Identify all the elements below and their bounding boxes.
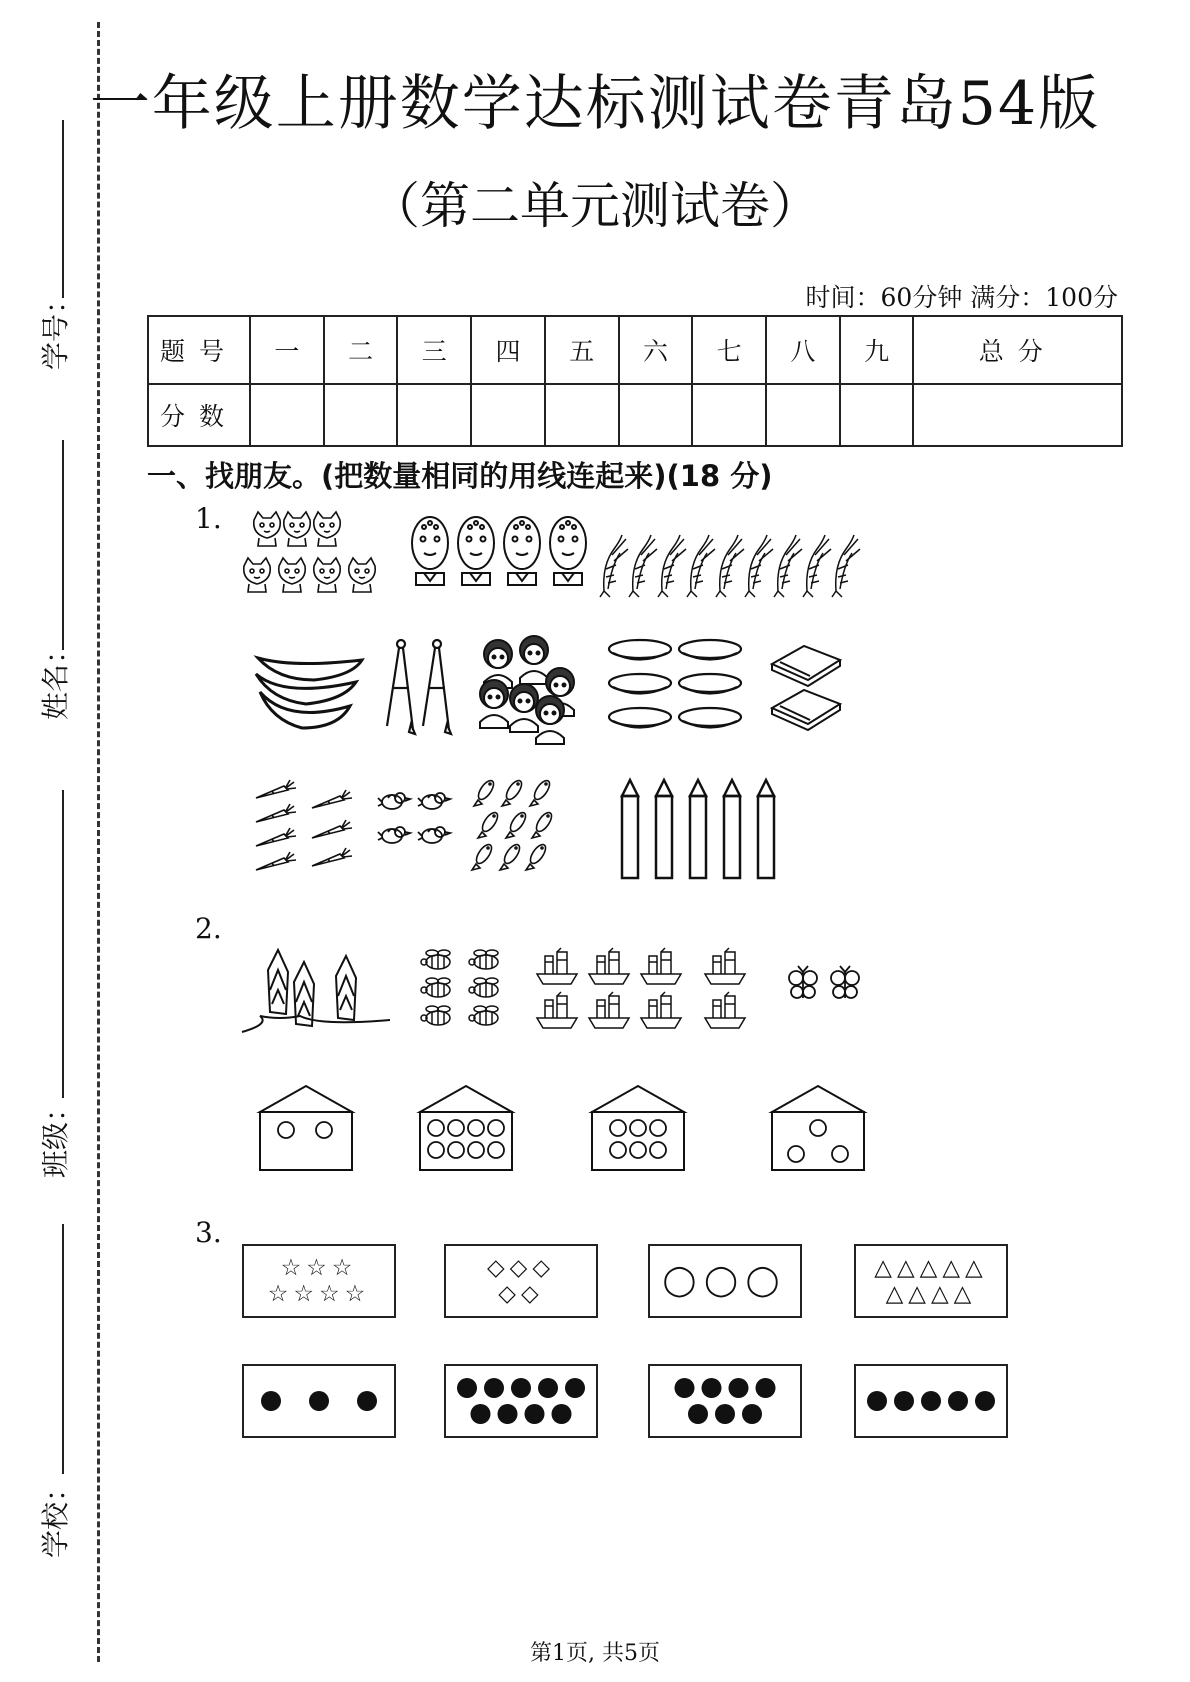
dot <box>688 1404 708 1424</box>
dot <box>484 1378 504 1398</box>
fish-icon <box>474 778 574 878</box>
question-3-number: 3. <box>195 1216 222 1249</box>
dot-box <box>242 1364 396 1438</box>
score-row-header: 分数 <box>148 384 250 446</box>
dot <box>675 1378 695 1398</box>
shape-box <box>242 1244 396 1318</box>
score-cell <box>913 384 1122 446</box>
binding-dashed-line <box>97 22 100 1662</box>
house-circle <box>832 1146 848 1162</box>
shape-row: ◇◇◇ <box>486 1254 556 1281</box>
house-icon <box>770 1084 866 1172</box>
shape-row: ◇◇ <box>498 1281 544 1307</box>
score-col: 二 <box>324 316 398 384</box>
bees-icon <box>418 950 508 1032</box>
score-cell <box>250 384 324 446</box>
dot <box>742 1404 762 1424</box>
house-circle <box>650 1142 666 1158</box>
shape-row: ☆☆☆ <box>280 1254 358 1281</box>
score-col: 八 <box>766 316 840 384</box>
question-number-header: 题号 <box>148 316 250 384</box>
score-cell <box>545 384 619 446</box>
shape-box <box>444 1244 598 1318</box>
shape-row: ◯◯◯ <box>662 1262 788 1298</box>
shape-row: △△△△△ <box>874 1254 988 1281</box>
student-id-label: 学号： <box>39 285 72 370</box>
house-circle <box>428 1120 444 1136</box>
score-col: 七 <box>692 316 766 384</box>
house-icon <box>590 1084 686 1172</box>
bamboo-shoots-icon <box>240 950 392 1038</box>
house-circle <box>448 1142 464 1158</box>
house-circle <box>650 1120 666 1136</box>
dot <box>729 1378 749 1398</box>
butterflies-icon <box>788 968 862 1004</box>
dot <box>894 1391 914 1411</box>
name-label: 姓名： <box>39 635 72 720</box>
dot-box <box>648 1364 802 1438</box>
page-footer: 第1页, 共5页 <box>530 1641 660 1666</box>
dot <box>471 1404 491 1424</box>
dot <box>511 1378 531 1398</box>
house-circle <box>316 1122 332 1138</box>
score-col: 一 <box>250 316 324 384</box>
dot <box>457 1378 477 1398</box>
shape-box <box>648 1244 802 1318</box>
house-circle <box>468 1142 484 1158</box>
house-circle <box>630 1120 646 1136</box>
dot <box>309 1391 329 1411</box>
dot <box>498 1404 518 1424</box>
house-circle <box>488 1120 504 1136</box>
house-circle <box>610 1142 626 1158</box>
dot <box>715 1404 735 1424</box>
carrots-icon <box>254 782 364 878</box>
name-line <box>62 440 64 650</box>
class-label: 班级： <box>39 1093 72 1178</box>
score-cell <box>619 384 693 446</box>
shrimp-icon <box>600 535 865 599</box>
dot <box>921 1391 941 1411</box>
school-line <box>62 1224 64 1474</box>
house-circle <box>610 1120 626 1136</box>
score-cell <box>471 384 545 446</box>
dot-box <box>444 1364 598 1438</box>
plates-icon <box>608 640 744 734</box>
school-label: 学校： <box>39 1473 72 1558</box>
score-cell <box>324 384 398 446</box>
dot-box <box>854 1364 1008 1438</box>
score-cell <box>840 384 914 446</box>
shape-row: ☆☆☆☆ <box>267 1281 371 1307</box>
towels-icon <box>770 642 842 730</box>
house-circle <box>630 1142 646 1158</box>
dot <box>525 1404 545 1424</box>
dot <box>702 1378 722 1398</box>
house-circle <box>810 1120 826 1136</box>
page-subtitle: （第二单元测试卷） <box>370 177 820 235</box>
dot <box>948 1391 968 1411</box>
house-icon <box>418 1084 514 1172</box>
dot <box>552 1404 572 1424</box>
dot <box>867 1391 887 1411</box>
score-table <box>147 315 1123 447</box>
shape-row: △△△△ <box>885 1281 977 1307</box>
dot <box>357 1391 377 1411</box>
score-cell <box>766 384 840 446</box>
pencils-icon <box>620 778 790 880</box>
house-circle <box>448 1120 464 1136</box>
house-circle <box>468 1120 484 1136</box>
house-circle <box>788 1146 804 1162</box>
dot <box>756 1378 776 1398</box>
score-col: 四 <box>471 316 545 384</box>
question-1-number: 1. <box>195 502 222 535</box>
score-cell <box>397 384 471 446</box>
dot <box>261 1391 281 1411</box>
compasses-icon <box>385 638 455 738</box>
birds-icon <box>378 790 452 856</box>
score-col: 九 <box>840 316 914 384</box>
bananas-icon <box>254 648 366 730</box>
house-icon <box>258 1084 354 1172</box>
children-icon <box>480 638 590 738</box>
shape-box <box>854 1244 1008 1318</box>
score-col: 六 <box>619 316 693 384</box>
dot <box>538 1378 558 1398</box>
house-circle <box>488 1142 504 1158</box>
dot <box>975 1391 995 1411</box>
time-and-score-info: 时间：60分钟 满分：100分 <box>805 283 1118 312</box>
house-circle <box>278 1122 294 1138</box>
score-col: 五 <box>545 316 619 384</box>
score-col: 三 <box>397 316 471 384</box>
class-line <box>62 790 64 1098</box>
cats-icon <box>250 512 400 602</box>
page-title: 一年级上册数学达标测试卷青岛54版 <box>89 69 1101 139</box>
dot <box>565 1378 585 1398</box>
dolls-icon <box>410 515 590 601</box>
score-cell <box>692 384 766 446</box>
section-1-heading: 一、找朋友。(把数量相同的用线连起来)(18 分) <box>147 459 773 493</box>
score-col-total: 总分 <box>913 316 1122 384</box>
house-circle <box>428 1142 444 1158</box>
question-2-number: 2. <box>195 912 222 945</box>
ships-icon <box>535 948 753 1032</box>
